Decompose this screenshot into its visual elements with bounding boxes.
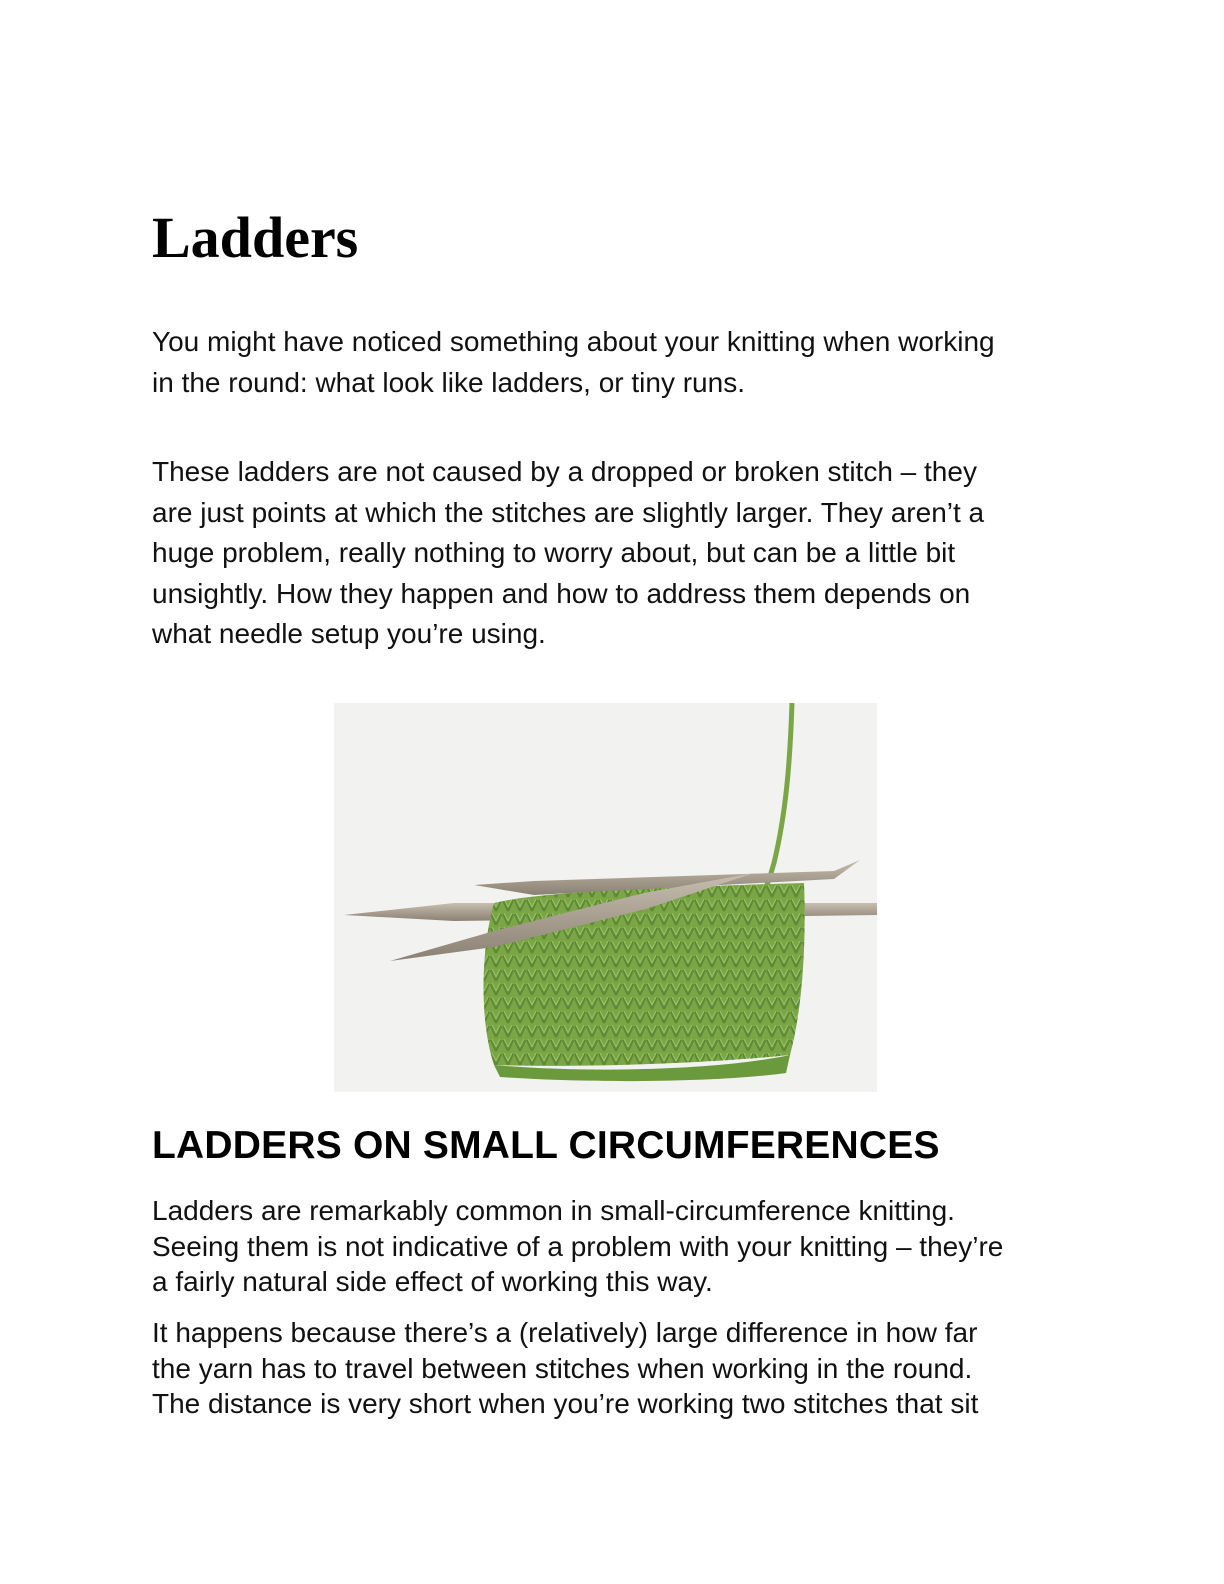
- section-paragraph: It happens because there’s a (relatively) large difference in how far the yarn has to travel between stitches when working in the round. The distance is very short when you’re working two stitches that sit: [152, 1317, 979, 1419]
- knitting-photo: [334, 703, 877, 1092]
- page-title: Ladders: [152, 205, 359, 270]
- section-paragraph: Ladders are remarkably common in small-circumference knitting. Seeing them is not indicative of a problem with your knitting – they’re a fairly natural side effect of working this way.: [152, 1195, 1004, 1297]
- section-heading: LADDERS ON SMALL CIRCUMFERENCES: [152, 1124, 940, 1167]
- intro-paragraph: You might have noticed something about your knitting when working in the round: what look like ladders, or tiny runs.: [152, 326, 995, 398]
- explanation-paragraph: These ladders are not caused by a dropped or broken stitch – they are just points at which the stitches are slightly larger. They aren’t a huge problem, really nothing to worry about, but can be a little bit unsightly. How they happen and how to address them depends on what needle setup you’re using.: [152, 456, 985, 649]
